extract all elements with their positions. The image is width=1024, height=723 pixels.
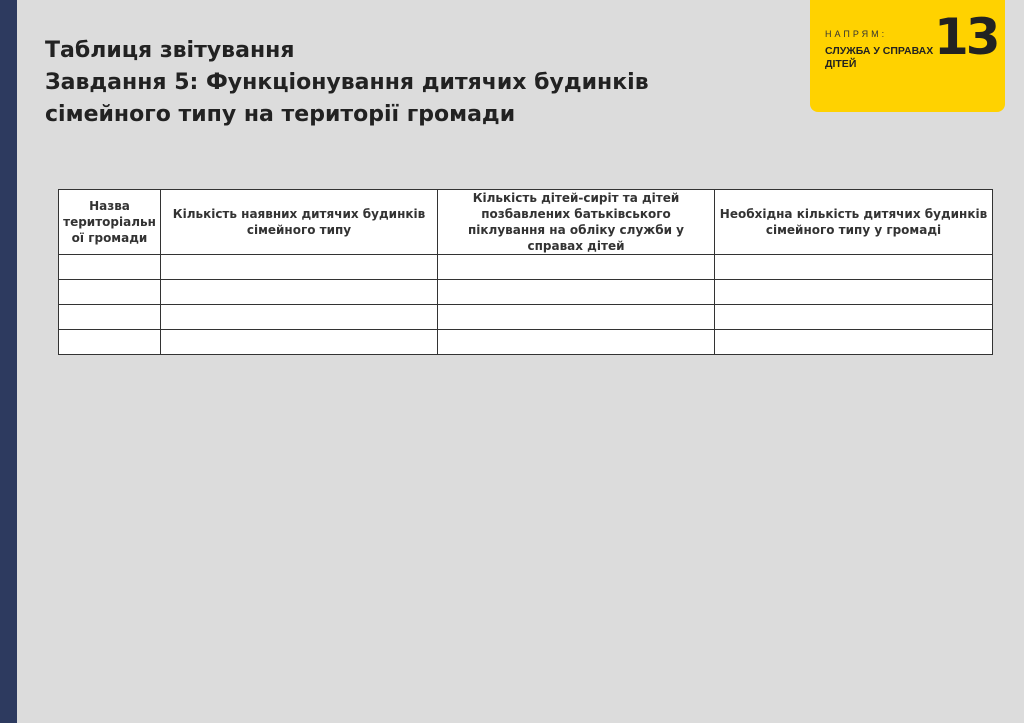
table-cell[interactable] [715, 255, 993, 280]
table-cell[interactable] [161, 305, 438, 330]
table-cell[interactable] [438, 255, 715, 280]
page-title [45, 35, 805, 131]
table-cell[interactable] [59, 280, 161, 305]
table-row [59, 330, 993, 355]
table-row [59, 255, 993, 280]
title-line-1: Таблиця звітування [45, 38, 295, 63]
badge-service-name: СЛУЖБА У СПРАВАХ ДІТЕЙ [825, 45, 934, 70]
table-cell[interactable] [59, 255, 161, 280]
badge-caption: НАПРЯМ: [825, 29, 888, 39]
table-cell[interactable] [438, 330, 715, 355]
report-table [58, 189, 993, 355]
table-cell[interactable] [438, 305, 715, 330]
table-header-row [59, 190, 993, 255]
table-row [59, 305, 993, 330]
table-row [59, 280, 993, 305]
table-cell[interactable] [161, 255, 438, 280]
direction-badge [810, 0, 1005, 112]
table-cell[interactable] [59, 305, 161, 330]
table-cell[interactable] [715, 280, 993, 305]
table-cell[interactable] [715, 305, 993, 330]
header-required-homes-count: Необхідна кількість дитячих будинків сімейного типу у громаді [715, 190, 993, 255]
table-cell[interactable] [161, 280, 438, 305]
table-cell[interactable] [715, 330, 993, 355]
table-cell[interactable] [438, 280, 715, 305]
table-cell[interactable] [59, 330, 161, 355]
title-line-3: сімейного типу на території громади [45, 102, 516, 127]
header-community-name: Назва територіальн ої громади [59, 190, 161, 255]
title-line-2: Завдання 5: Функціонування дитячих будинків [45, 70, 649, 95]
header-existing-homes-count: Кількість наявних дитячих будинків сімейного типу [161, 190, 438, 255]
badge-number: 13 [934, 8, 998, 66]
table-cell[interactable] [161, 330, 438, 355]
side-accent-bar [0, 0, 17, 723]
header-orphans-count: Кількість дітей-сиріт та дітей позбавлених батьківського піклування на обліку служби у справах дітей [438, 190, 715, 255]
